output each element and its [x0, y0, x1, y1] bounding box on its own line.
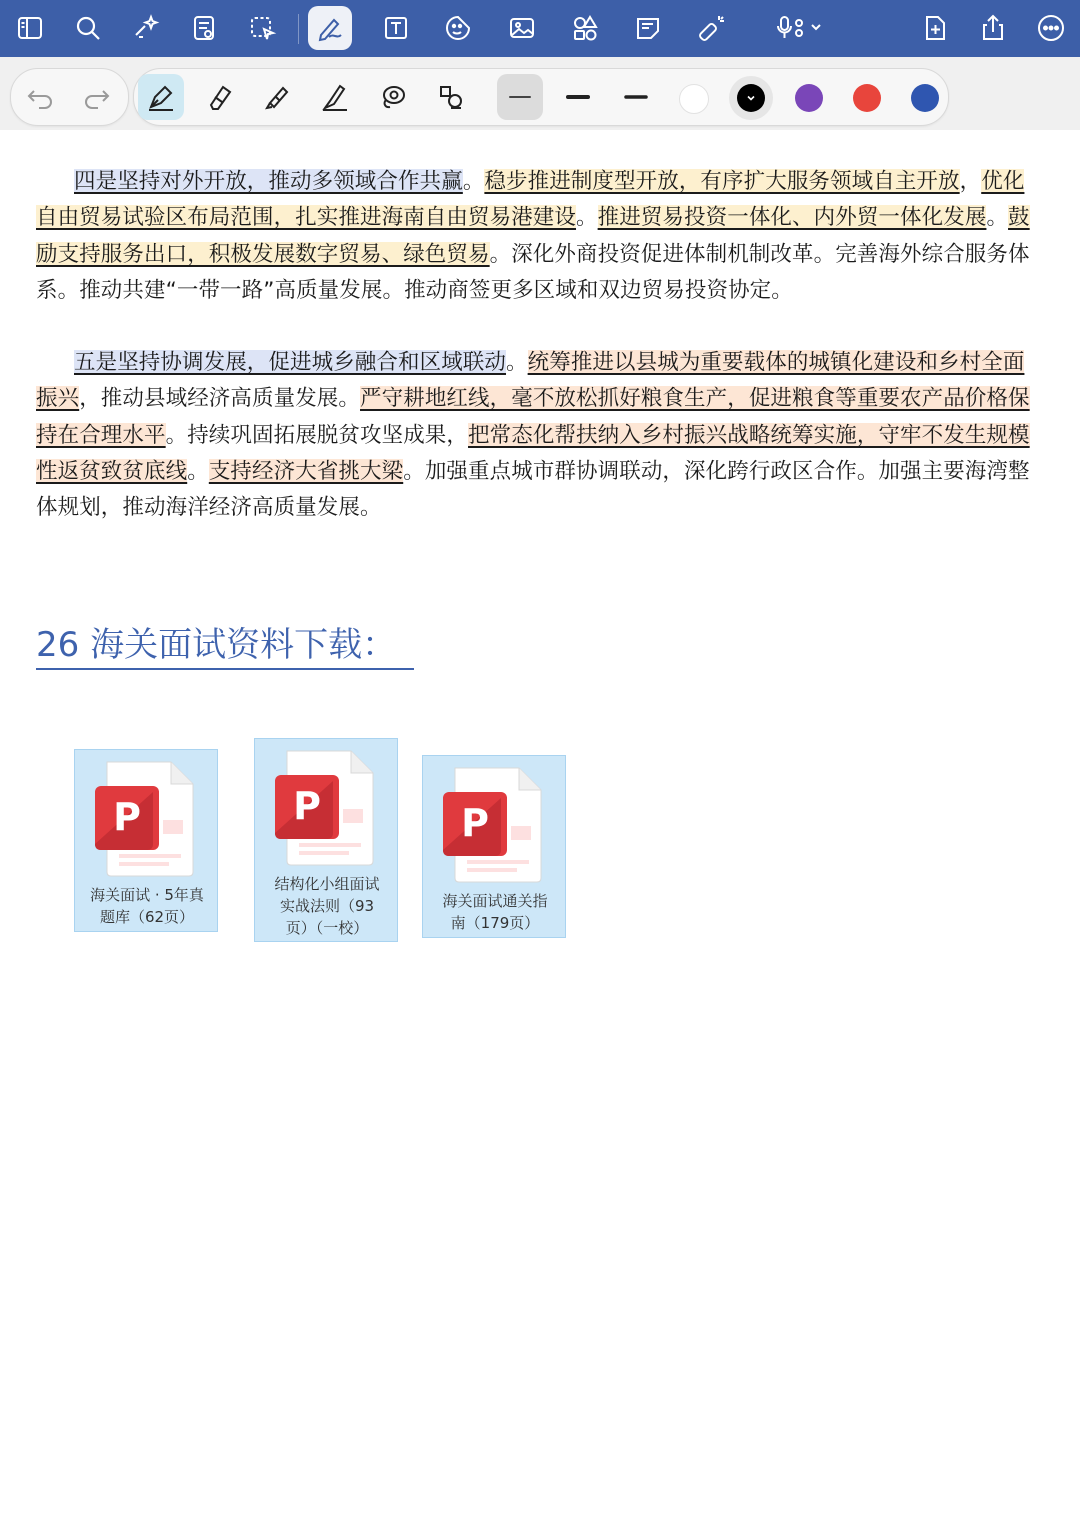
search-icon[interactable] — [66, 6, 110, 50]
chevron-down-icon — [737, 84, 765, 112]
color-red-swatch[interactable] — [853, 84, 881, 112]
svg-text:P: P — [293, 784, 321, 828]
stroke-thick-option[interactable] — [613, 74, 659, 120]
highlight-orange-text: 严守耕地红线，毫不放松抓好粮食生产，促进粮食等重要农产品价格保持在合理水平 — [36, 386, 1030, 448]
highlight-orange-text: 支持经济大省挑大梁 — [208, 458, 404, 484]
paragraph-opening-up — [36, 164, 1046, 309]
svg-text:P: P — [461, 801, 489, 845]
file-name-line: 题库（62页） — [99, 908, 195, 926]
plain-text: 。加强重点城市群协调联动，深化跨行政区合作。加强主要海湾整体规划，推动海洋经济高质量发展。 — [36, 458, 1030, 521]
file-name-line: 结构化小组面试 — [274, 875, 380, 893]
plain-text: 。 — [506, 350, 528, 375]
file-name-line: 实战法则（93 — [279, 897, 375, 915]
more-icon[interactable] — [1029, 6, 1073, 50]
color-black-swatch[interactable] — [729, 76, 773, 120]
plain-text: ， — [959, 169, 982, 194]
sticker-icon[interactable] — [436, 6, 480, 50]
drawing-toolbar — [0, 57, 1080, 130]
eraser-icon[interactable] — [196, 74, 242, 120]
lasso-select-icon[interactable] — [240, 6, 284, 50]
laser-pointer-icon[interactable] — [690, 6, 734, 50]
color-white-swatch[interactable] — [679, 84, 709, 114]
plain-text: 。 — [576, 205, 598, 231]
pdf-attachment-card[interactable] — [74, 749, 218, 932]
pdf-file-icon — [441, 766, 545, 884]
svg-text:P: P — [113, 795, 141, 839]
add-page-icon[interactable] — [913, 6, 957, 50]
undo-icon[interactable] — [17, 74, 63, 120]
highlight-blue-text: 四是坚持对外开放，推动多领域合作共赢 — [74, 169, 463, 194]
plain-text: ，推动县域经济高质量发展。 — [79, 386, 361, 412]
sidebar-icon[interactable] — [8, 6, 52, 50]
highlight-yellow-text: 优化自由贸易试验区布局范围，扎实推进海南自由贸易港建设 — [36, 169, 1025, 231]
plain-text: 。持续巩固拓展脱贫攻坚成果， — [165, 422, 469, 448]
highlight-blue-text: 五是坚持协调发展，促进城乡融合和区域联动 — [74, 350, 507, 375]
stroke-medium-option[interactable] — [555, 74, 601, 120]
page-template-icon[interactable] — [182, 6, 226, 50]
redo-icon[interactable] — [74, 74, 120, 120]
shapes-icon[interactable] — [563, 6, 607, 50]
stroke-thin-option[interactable] — [497, 74, 543, 120]
image-icon[interactable] — [500, 6, 544, 50]
ai-sparkle-icon[interactable] — [124, 6, 168, 50]
ink-pen-icon[interactable] — [312, 74, 358, 120]
plain-text: 。 — [187, 458, 209, 484]
highlight-yellow-text: 稳步推进制度型开放，有序扩大服务领域自主开放 — [484, 169, 960, 194]
highlight-orange-text: 统筹推进以县城为重要载体的城镇化建设和乡村全面振兴 — [36, 350, 1025, 412]
file-name-line: 海关面试通关指 — [442, 892, 548, 910]
color-purple-swatch[interactable] — [795, 84, 823, 112]
highlight-yellow-text: 鼓励支持服务出口，积极发展数字贸易、绿色贸易 — [36, 205, 1030, 267]
highlighter-icon[interactable] — [254, 74, 300, 120]
pdf-attachment-card[interactable] — [254, 738, 398, 942]
plain-text: 。深化外商投资促进体制机制改革。完善海外综合服务体系。推动共建“一带一路”高质量发展。推动商签更多区域和双边贸易投资协定。 — [36, 241, 1030, 303]
text-box-icon[interactable] — [374, 6, 418, 50]
highlight-yellow-text: 推进贸易投资一体化、内外贸一体化发展 — [597, 205, 987, 231]
microphone-icon[interactable] — [768, 6, 834, 50]
shape-eraser-icon[interactable] — [428, 74, 474, 120]
lasso-icon[interactable] — [370, 74, 416, 120]
pdf-file-icon — [93, 760, 197, 878]
pdf-file-icon — [273, 749, 377, 867]
paragraph-coordinated-development — [36, 345, 1046, 526]
color-blue-swatch[interactable] — [911, 84, 939, 112]
plain-text: 。 — [462, 169, 485, 194]
file-name-line: 海关面试 · 5年真 — [90, 886, 204, 904]
top-navigation-bar — [0, 0, 1080, 57]
download-section-title[interactable]: 26 海关面试资料下载： — [36, 622, 414, 670]
highlight-orange-text: 把常态化帮扶纳入乡村振兴战略统筹实施，守牢不发生规模性返贫致贫底线 — [36, 422, 1030, 484]
file-name-line: 南（179页） — [450, 914, 540, 932]
pdf-attachment-card[interactable] — [422, 755, 566, 938]
pen-mode-icon[interactable] — [308, 6, 352, 50]
file-name-line: 页）（一校） — [285, 919, 369, 937]
fountain-pen-icon[interactable] — [138, 74, 184, 120]
share-icon[interactable] — [971, 6, 1015, 50]
plain-text: 。 — [986, 205, 1009, 231]
note-icon[interactable] — [626, 6, 670, 50]
